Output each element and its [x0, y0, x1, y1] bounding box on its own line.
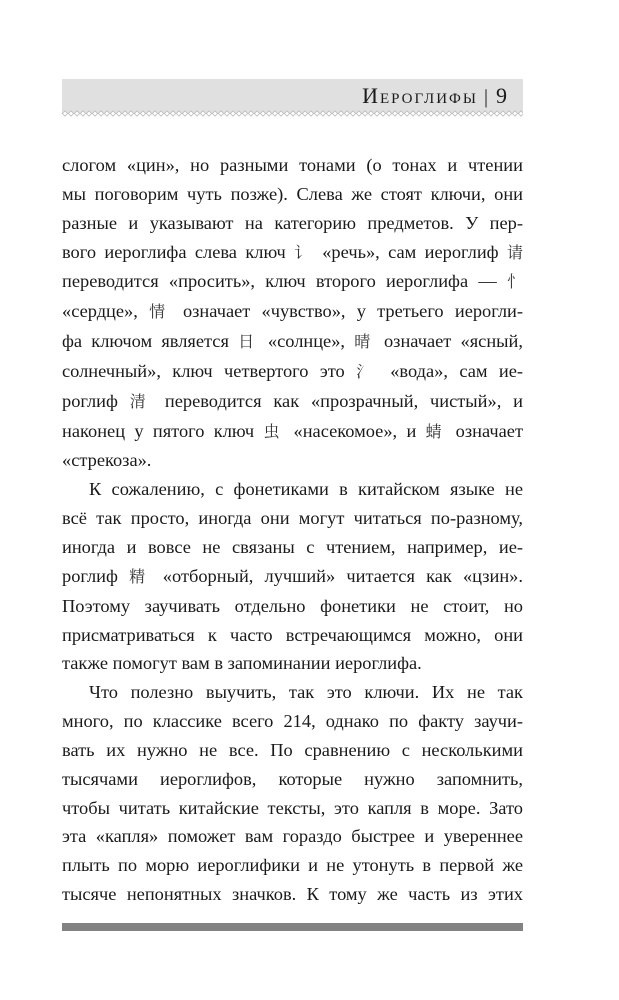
text-line: иногда и вовсе не связаны с чтением, например, ие-	[62, 536, 523, 557]
text-line: вого иероглифа слева ключ 讠 «речь», сам иероглиф 请	[62, 241, 523, 262]
running-title: Иероглифы	[362, 83, 478, 108]
text-line: роглиф 清 переводится как «прозрачный, чистый», и	[62, 390, 523, 411]
header-diamond-border	[62, 110, 523, 117]
text-line: присматриваться к часто встречающимся можно, они	[62, 624, 523, 645]
hanzi-glyph: 虫	[263, 421, 285, 441]
body-text	[62, 151, 523, 909]
text-line: роглиф 精 «отборный, лучший» читается как «цзин».	[62, 565, 523, 586]
header-separator: |	[483, 86, 488, 108]
text-line: плыть по морю иероглифики и не утонуть в первой же	[62, 855, 523, 876]
text-line: фа ключом является 日 «солнце», 晴 означает «ясный,	[62, 331, 523, 352]
page-number: 9	[496, 83, 507, 108]
text-line: тысячами иероглифов, которые нужно запомнить,	[62, 768, 523, 789]
text-line: эта «капля» поможет вам гораздо быстрее и увереннее	[62, 826, 523, 847]
text-line: Что полезно выучить, так это ключи. Их не так	[89, 682, 523, 703]
text-line: слогом «цин», но разными тонами (о тонах и чтении	[62, 155, 523, 175]
paragraph	[62, 475, 523, 678]
text-line: чтобы читать китайские тексты, это капля в море. Зато	[62, 797, 523, 818]
paragraph	[62, 678, 523, 909]
hanzi-glyph: 讠	[294, 242, 314, 262]
text-line: всё так просто, иногда они могут читаться по-разному,	[62, 508, 523, 529]
hanzi-glyph: 精	[129, 566, 152, 586]
running-header	[62, 79, 523, 111]
paragraph	[62, 151, 523, 475]
text-line: переводится «просить», ключ второго иероглифа — 忄	[62, 271, 523, 292]
text-line: К сожалению, с фонетиками в китайском языке не	[89, 479, 523, 500]
text-line: много, по классике всего 214, однако по факту заучи-	[62, 711, 523, 732]
text-line: Поэтому заучивать отдельно фонетики не стоит, но	[62, 595, 523, 616]
hanzi-glyph: 请	[506, 242, 523, 262]
text-line: «сердце», 情 означает «чувство», у третьего иерогли-	[62, 301, 523, 322]
hanzi-glyph: 蜻	[425, 421, 447, 441]
hanzi-glyph: 日	[238, 332, 259, 352]
footer-rule	[62, 923, 523, 931]
text-line: наконец у пятого ключ 虫 «насекомое», и 蜻 означает	[62, 420, 523, 441]
hanzi-glyph: 氵	[356, 361, 379, 381]
text-line: «стрекоза».	[62, 450, 152, 471]
text-line: вать их нужно не все. По сравнению с несколькими	[62, 739, 523, 760]
hanzi-glyph: 情	[149, 302, 172, 322]
hanzi-glyph: 忄	[506, 272, 523, 292]
text-line: солнечный», ключ четвертого это 氵 «вода», сам ие-	[62, 360, 523, 381]
text-line: мы поговорим чуть позже). Слева же стоят ключи, они	[62, 183, 523, 204]
text-line: тысяче непонятных значков. К тому же часть из этих	[62, 884, 523, 905]
hanzi-glyph: 清	[129, 391, 154, 411]
text-line: также помогут вам в запоминании иероглифа.	[62, 653, 422, 674]
header-text	[362, 82, 507, 111]
text-line: разные и указывают на категорию предметов. У пер-	[62, 212, 523, 233]
hanzi-glyph: 晴	[354, 332, 375, 352]
